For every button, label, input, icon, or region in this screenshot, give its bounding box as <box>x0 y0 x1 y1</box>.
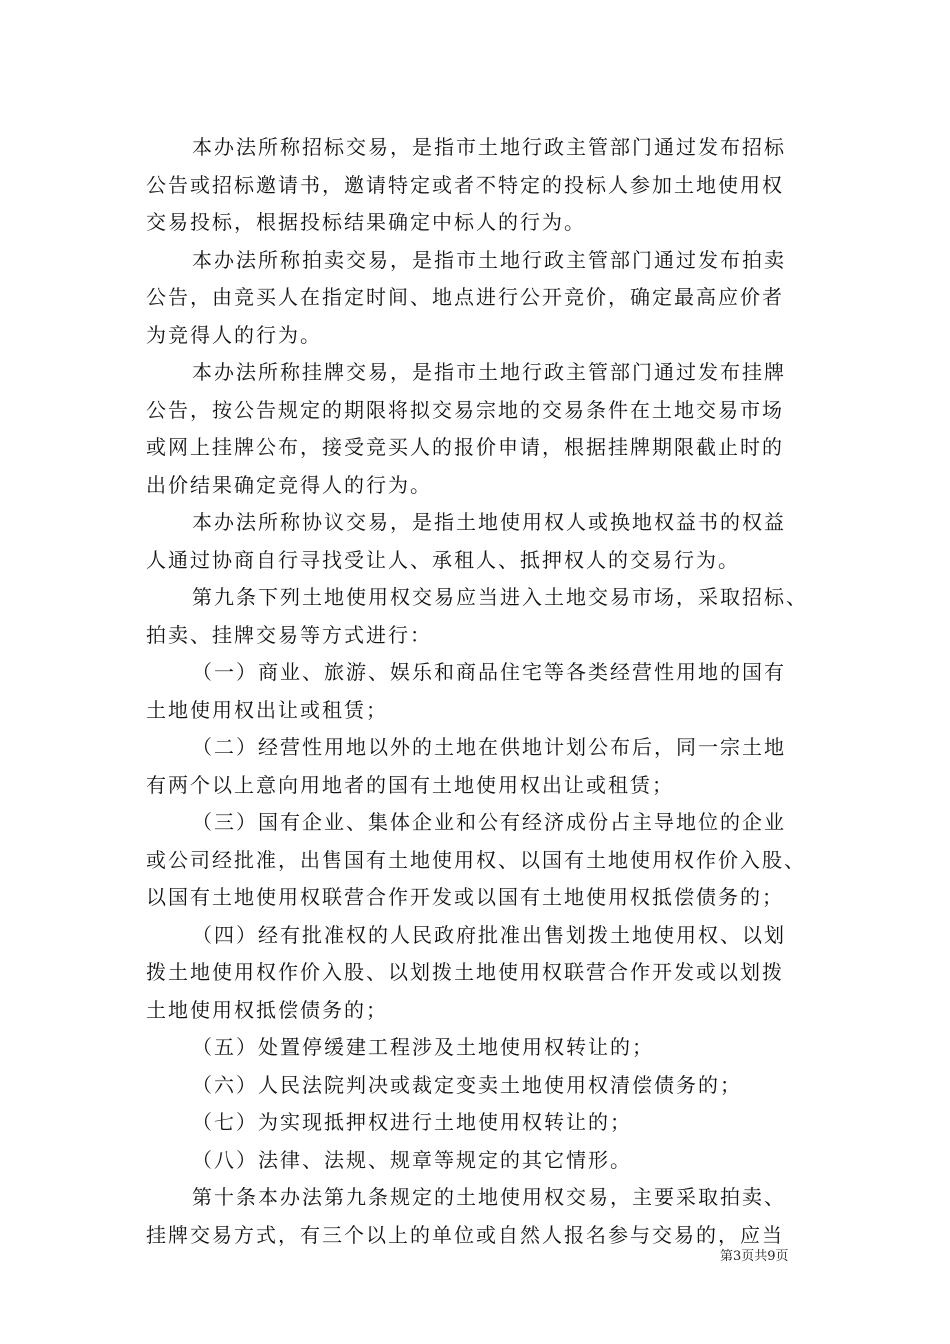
paragraph-line: 本办法所称拍卖交易，是指市土地行政主管部门通过发布拍卖 <box>192 248 786 272</box>
paragraph-line: 以国有土地使用权联营合作开发或以国有土地使用权抵偿债务的； <box>146 885 784 909</box>
paragraph-line: 土地使用权出让或租赁； <box>146 698 388 722</box>
paragraph-line: 拨土地使用权作价入股、以划拨土地使用权联营合作开发或以划拨 <box>146 960 784 984</box>
paragraph-line: （二）经营性用地以外的土地在供地计划公布后，同一宗土地 <box>192 735 786 759</box>
paragraph-line: 本办法所称挂牌交易，是指市土地行政主管部门通过发布挂牌 <box>192 360 786 384</box>
paragraph-line: 拍卖、挂牌交易等方式进行： <box>146 623 432 647</box>
paragraph-line: 或网上挂牌公布，接受竞买人的报价申请，根据挂牌期限截止时的 <box>146 435 784 459</box>
paragraph-line: （八）法律、法规、规章等规定的其它情形。 <box>192 1148 632 1172</box>
paragraph-line: 有两个以上意向用地者的国有土地使用权出让或租赁； <box>146 773 674 797</box>
paragraph-line: 公告，按公告规定的期限将拟交易宗地的交易条件在土地交易市场 <box>146 398 784 422</box>
paragraph-line: 人通过协商自行寻找受让人、承租人、抵押权人的交易行为。 <box>146 548 740 572</box>
paragraph-line: 交易投标，根据投标结果确定中标人的行为。 <box>146 210 586 234</box>
paragraph-line: 土地使用权抵偿债务的； <box>146 998 388 1022</box>
paragraph-line: （六）人民法院判决或裁定变卖土地使用权清偿债务的； <box>192 1073 742 1097</box>
paragraph-line: 为竞得人的行为。 <box>146 323 322 347</box>
paragraph-line: 公告或招标邀请书，邀请特定或者不特定的投标人参加土地使用权 <box>146 173 784 197</box>
paragraph-line: （五）处置停缓建工程涉及土地使用权转让的； <box>192 1035 654 1059</box>
paragraph-line: （七）为实现抵押权进行土地使用权转让的； <box>192 1110 632 1134</box>
paragraph-line: 第十条本办法第九条规定的土地使用权交易，主要采取拍卖、 <box>192 1185 786 1209</box>
paragraph-line: 本办法所称协议交易，是指土地使用权人或换地权益书的权益 <box>192 510 786 534</box>
paragraph-line: 挂牌交易方式，有三个以上的单位或自然人报名参与交易的，应当 <box>146 1223 784 1247</box>
paragraph-line: （一）商业、旅游、娱乐和商品住宅等各类经营性用地的国有 <box>192 660 786 684</box>
paragraph-line: 本办法所称招标交易，是指市土地行政主管部门通过发布招标 <box>192 135 786 159</box>
paragraph-line: 或公司经批准，出售国有土地使用权、以国有土地使用权作价入股、 <box>146 848 806 872</box>
paragraph-line: 公告，由竞买人在指定时间、地点进行公开竞价，确定最高应价者 <box>146 285 784 309</box>
page-number-footer: 第3页共9页 <box>720 1249 789 1264</box>
paragraph-line: （三）国有企业、集体企业和公有经济成份占主导地位的企业 <box>192 810 786 834</box>
paragraph-line: 第九条下列土地使用权交易应当进入土地交易市场，采取招标、 <box>192 585 808 609</box>
paragraph-line: 出价结果确定竞得人的行为。 <box>146 473 432 497</box>
paragraph-line: （四）经有批准权的人民政府批准出售划拨土地使用权、以划 <box>192 923 786 947</box>
